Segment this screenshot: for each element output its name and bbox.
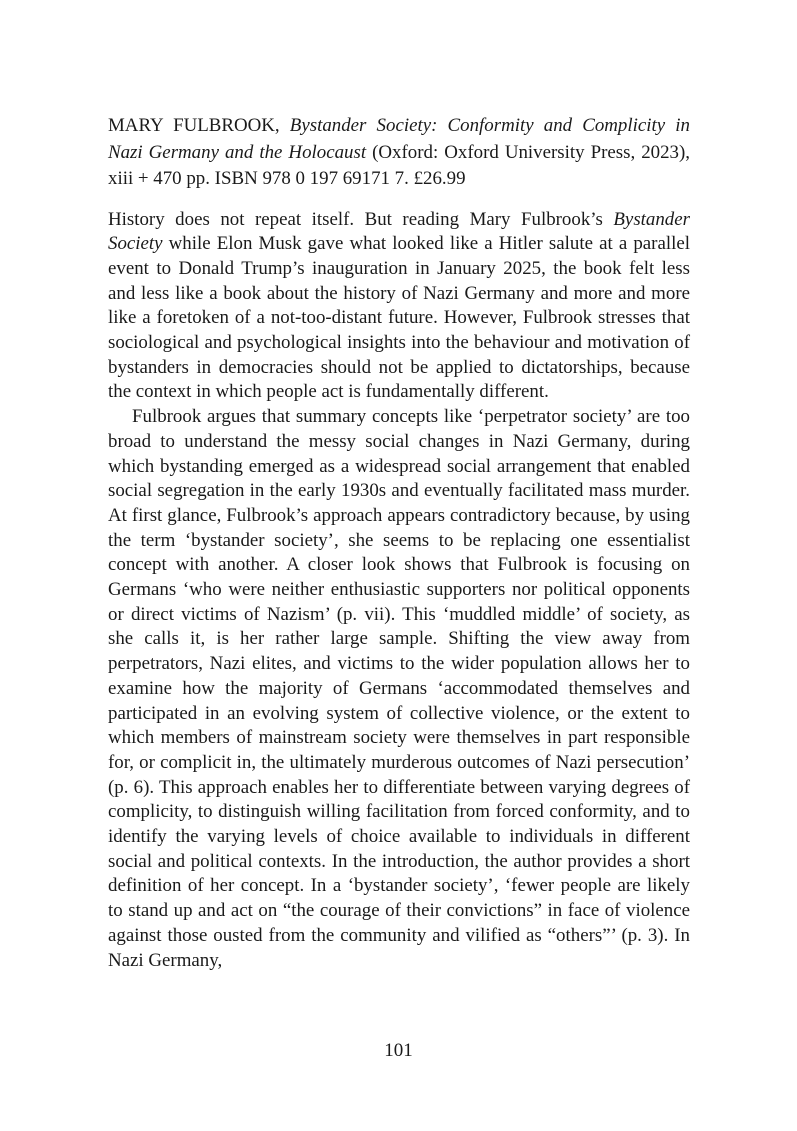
book-author: MARY FULBROOK, [108, 115, 280, 136]
paragraph-1-start: History does not repeat itself. But reading Mary Fulbrook’s [108, 208, 614, 230]
review-page [108, 113, 690, 973]
paragraph-1 [108, 208, 690, 406]
book-title: Bystander Society: Conformity and Complicity in Nazi Germany and the Holocaust [108, 115, 690, 163]
paragraph-1-book-title: Bystander Society [108, 208, 690, 255]
book-citation-header [108, 113, 690, 193]
paragraph-2: Fulbrook argues that summary concepts like ‘perpetrator society’ are too broad to understand the messy social changes in Nazi Germany, during which bystanding emerged as a widespread social arrangement that enabled social segregation in the early 1930s and eventually facilitated mass murder. At first glance, Fulbrook’s approach appears contradictory because, by using the term ‘bystander society’, she seems to be replacing one essentialist concept with another. A closer look shows that Fulbrook is focusing on Germans ‘who were neither enthusiastic supporters nor political opponents or direct victims of Nazism’ (p. vii). This ‘muddled middle’ of society, as she calls it, is her rather large sample. Shifting the view away from perpetrators, Nazi elites, and victims to the wider population allows her to examine how the majority of Germans ‘accommodated themselves and participated in an evolving system of collective violence, or the extent to which members of mainstream society were themselves in part responsible for, or complicit in, the ultimately murderous outcomes of Nazi persecution’ (p. 6). This approach enables her to differentiate between varying degrees of complicity, to distinguish willing facilitation from forced conformity, and to identify the varying levels of choice available to individuals in different social and political contexts. In the introduction, the author provides a short definition of her concept. In a ‘bystander society’, ‘fewer people are likely to stand up and act on “the courage of their convictions” in face of violence against those ousted from the community and vilified as “others”’ (p. 3). In Nazi Germany, [108, 406, 690, 971]
paragraph-1-rest: while Elon Musk gave what looked like a Hitler salute at a parallel event to Donald Trump’s inauguration in January 2025, the book felt less and less like a book about the history of Nazi Germany and more and more like a foretoken of a not-too-distant future. However, Fulbrook stresses that sociological and psychological insights into the behaviour and motivation of bystanders in democracies should not be applied to dictatorships, because the context in which people act is fundamentally different. [108, 233, 690, 403]
book-publication-info: (Oxford: Oxford University Press, 2023), xiii + 470 pp. ISBN 978 0 197 69171 7. £26.99 [108, 141, 691, 189]
page-number: 101 [384, 1040, 413, 1061]
